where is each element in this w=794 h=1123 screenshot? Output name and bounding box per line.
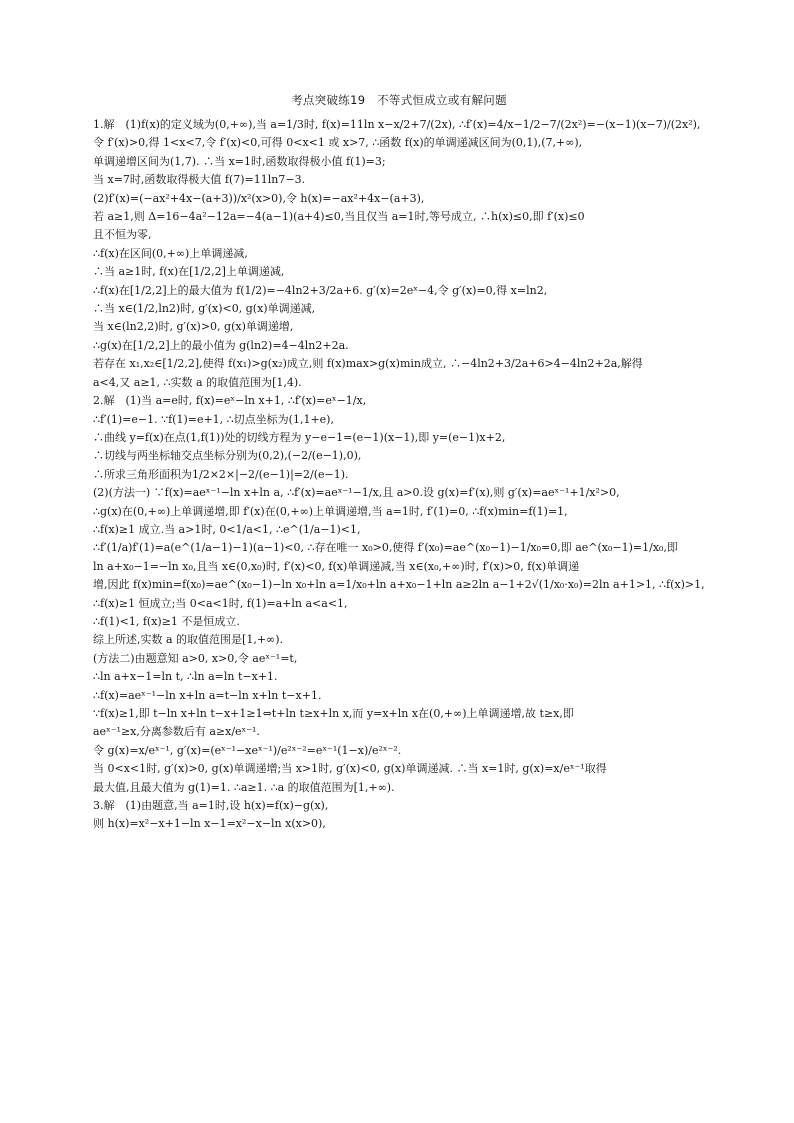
text-line: ∴f(x)在区间(0,+∞)上单调递减, <box>93 246 248 260</box>
text-line: ∴g(x)在(0,+∞)上单调递增,即 f′(x)在(0,+∞)上单调递增,当 a=1时, f′(1)=0, ∴f(x)min=f(1)=1, <box>93 504 568 518</box>
text-line: 单调递增区间为(1,7). ∴当 x=1时,函数取得极小值 f(1)=3; <box>93 154 386 168</box>
text-line: 综上所述,实数 a 的取值范围是[1,+∞). <box>93 633 284 647</box>
text-line: 当 0<x<1时, g′(x)>0, g(x)单调递增;当 x>1时, g′(x)<0, g(x)单调递减. ∴当 x=1时, g(x)=x/eˣ⁻¹取得 <box>93 762 607 776</box>
text-line: (2)f′(x)=(−ax²+4x−(a+3))/x²(x>0),令 h(x)=−ax²+4x−(a+3), <box>93 191 425 205</box>
text-line: 2.解 (1)当 a=e时, f(x)=eˣ−ln x+1, ∴f′(x)=eˣ−1/x, <box>93 394 367 408</box>
text-line: ∴当 x∈(1/2,ln2)时, g′(x)<0, g(x)单调递减, <box>93 302 316 316</box>
text-line: ∴f(x)=aeˣ⁻¹−ln x+ln a=t−ln x+ln t−x+1. <box>93 688 322 702</box>
text-line: 令 f′(x)>0,得 1<x<7,令 f′(x)<0,可得 0<x<1 或 x>7, ∴函数 f(x)的单调递减区间为(0,1),(7,+∞), <box>93 136 583 150</box>
text-line: 当 x=7时,函数取得极大值 f(7)=11ln7−3. <box>93 173 306 187</box>
text-line: ∴f(1)<1, f(x)≥1 不是恒成立. <box>93 614 240 628</box>
text-line: ∴曲线 y=f(x)在点(1,f(1))处的切线方程为 y−e−1=(e−1)(x−1),即 y=(e−1)x+2, <box>93 430 506 444</box>
text-line: ∴所求三角形面积为1/2×2×|−2/(e−1)|=2/(e−1). <box>93 467 349 481</box>
text-line: ∴g(x)在[1/2,2]上的最小值为 g(ln2)=4−4ln2+2a. <box>93 338 349 352</box>
text-line: ∴f(x)≥1 成立.当 a>1时, 0<1/a<1, ∴e^(1/a−1)<1, <box>93 522 361 536</box>
text-line: 若存在 x₁,x₂∈[1/2,2],使得 f(x₁)>g(x₂)成立,则 f(x)max>g(x)min成立, ∴−4ln2+3/2a+6>4−4ln2+2a,解得 <box>93 357 643 371</box>
text-line: 则 h(x)=x²−x+1−ln x−1=x²−x−ln x(x>0), <box>93 817 326 831</box>
text-line: 增,因此 f(x)min=f(x₀)=ae^(x₀−1)−ln x₀+ln a=1/x₀+ln a+x₀−1+ln a≥2ln a−1+2√(1/x₀·x₀)=2ln a+1>1, ∴f(x)>1, <box>93 578 705 592</box>
page-title: 考点突破练19 不等式恒成立或有解问题 <box>291 93 507 107</box>
text-line: 若 a≥1,则 Δ=16−4a²−12a=−4(a−1)(a+4)≤0,当且仅当 a=1时,等号成立, ∴h(x)≤0,即 f′(x)≤0 <box>93 210 585 224</box>
text-line: (2)(方法一) ∵f(x)=aeˣ⁻¹−ln x+ln a, ∴f′(x)=aeˣ⁻¹−1/x,且 a>0.设 g(x)=f′(x),则 g′(x)=aeˣ⁻¹+1/x²>0, <box>93 486 620 500</box>
text-line: 最大值,且最大值为 g(1)=1. ∴a≥1. ∴a 的取值范围为[1,+∞). <box>93 780 395 794</box>
text-line: 3.解 (1)由题意,当 a=1时,设 h(x)=f(x)−g(x), <box>93 799 329 813</box>
text-line: ∴ln a+x−1=ln t, ∴ln a=ln t−x+1. <box>93 670 278 684</box>
text-line: 且不恒为零, <box>93 228 152 242</box>
text-line: 令 g(x)=x/eˣ⁻¹, g′(x)=(eˣ⁻¹−xeˣ⁻¹)/e²ˣ⁻²=eˣ⁻¹(1−x)/e²ˣ⁻². <box>93 743 402 757</box>
solution-body <box>93 116 705 834</box>
text-line: ∴f(x)≥1 恒成立;当 0<a<1时, f(1)=a+ln a<a<1, <box>93 596 348 610</box>
text-line: ∴切线与两坐标轴交点坐标分别为(0,2),(−2/(e−1),0), <box>93 449 362 463</box>
text-line: aeˣ⁻¹≥x,分离参数后有 a≥x/eˣ⁻¹. <box>93 725 260 739</box>
text-line: 当 x∈(ln2,2)时, g′(x)>0, g(x)单调递增, <box>93 320 294 334</box>
text-line: ∵f(x)≥1,即 t−ln x+ln t−x+1≥1⇔t+ln t≥x+ln x,而 y=x+ln x在(0,+∞)上单调递增,故 t≥x,即 <box>93 707 574 720</box>
document-page <box>93 92 705 834</box>
text-line: ∴f′(1/a)f′(1)=a(e^(1/a−1)−1)(a−1)<0, ∴存在唯一 x₀>0,使得 f′(x₀)=ae^(x₀−1)−1/x₀=0,即 ae^(x₀−1)=1/x₀,即 <box>93 541 678 555</box>
text-line: 1.解 (1)f(x)的定义域为(0,+∞),当 a=1/3时, f(x)=11ln x−x/2+7/(2x), ∴f′(x)=4/x−1/2−7/(2x²)=−(x−1)(x−7)/(2x²), <box>93 118 701 131</box>
text-line: a<4,又 a≥1, ∴实数 a 的取值范围为[1,4). <box>93 375 302 389</box>
text-line: ln a+x₀−1=−ln x₀,且当 x∈(0,x₀)时, f′(x)<0, f(x)单调递减,当 x∈(x₀,+∞)时, f′(x)>0, f(x)单调递 <box>93 559 580 573</box>
text-line: ∴f′(1)=e−1. ∵f(1)=e+1, ∴切点坐标为(1,1+e), <box>93 412 334 426</box>
text-line: (方法二)由题意知 a>0, x>0,令 aeˣ⁻¹=t, <box>93 651 298 665</box>
text-line: ∴f(x)在[1/2,2]上的最大值为 f(1/2)=−4ln2+3/2a+6. g′(x)=2eˣ−4,令 g′(x)=0,得 x=ln2, <box>93 283 548 297</box>
text-line: ∴当 a≥1时, f(x)在[1/2,2]上单调递减, <box>93 265 285 279</box>
